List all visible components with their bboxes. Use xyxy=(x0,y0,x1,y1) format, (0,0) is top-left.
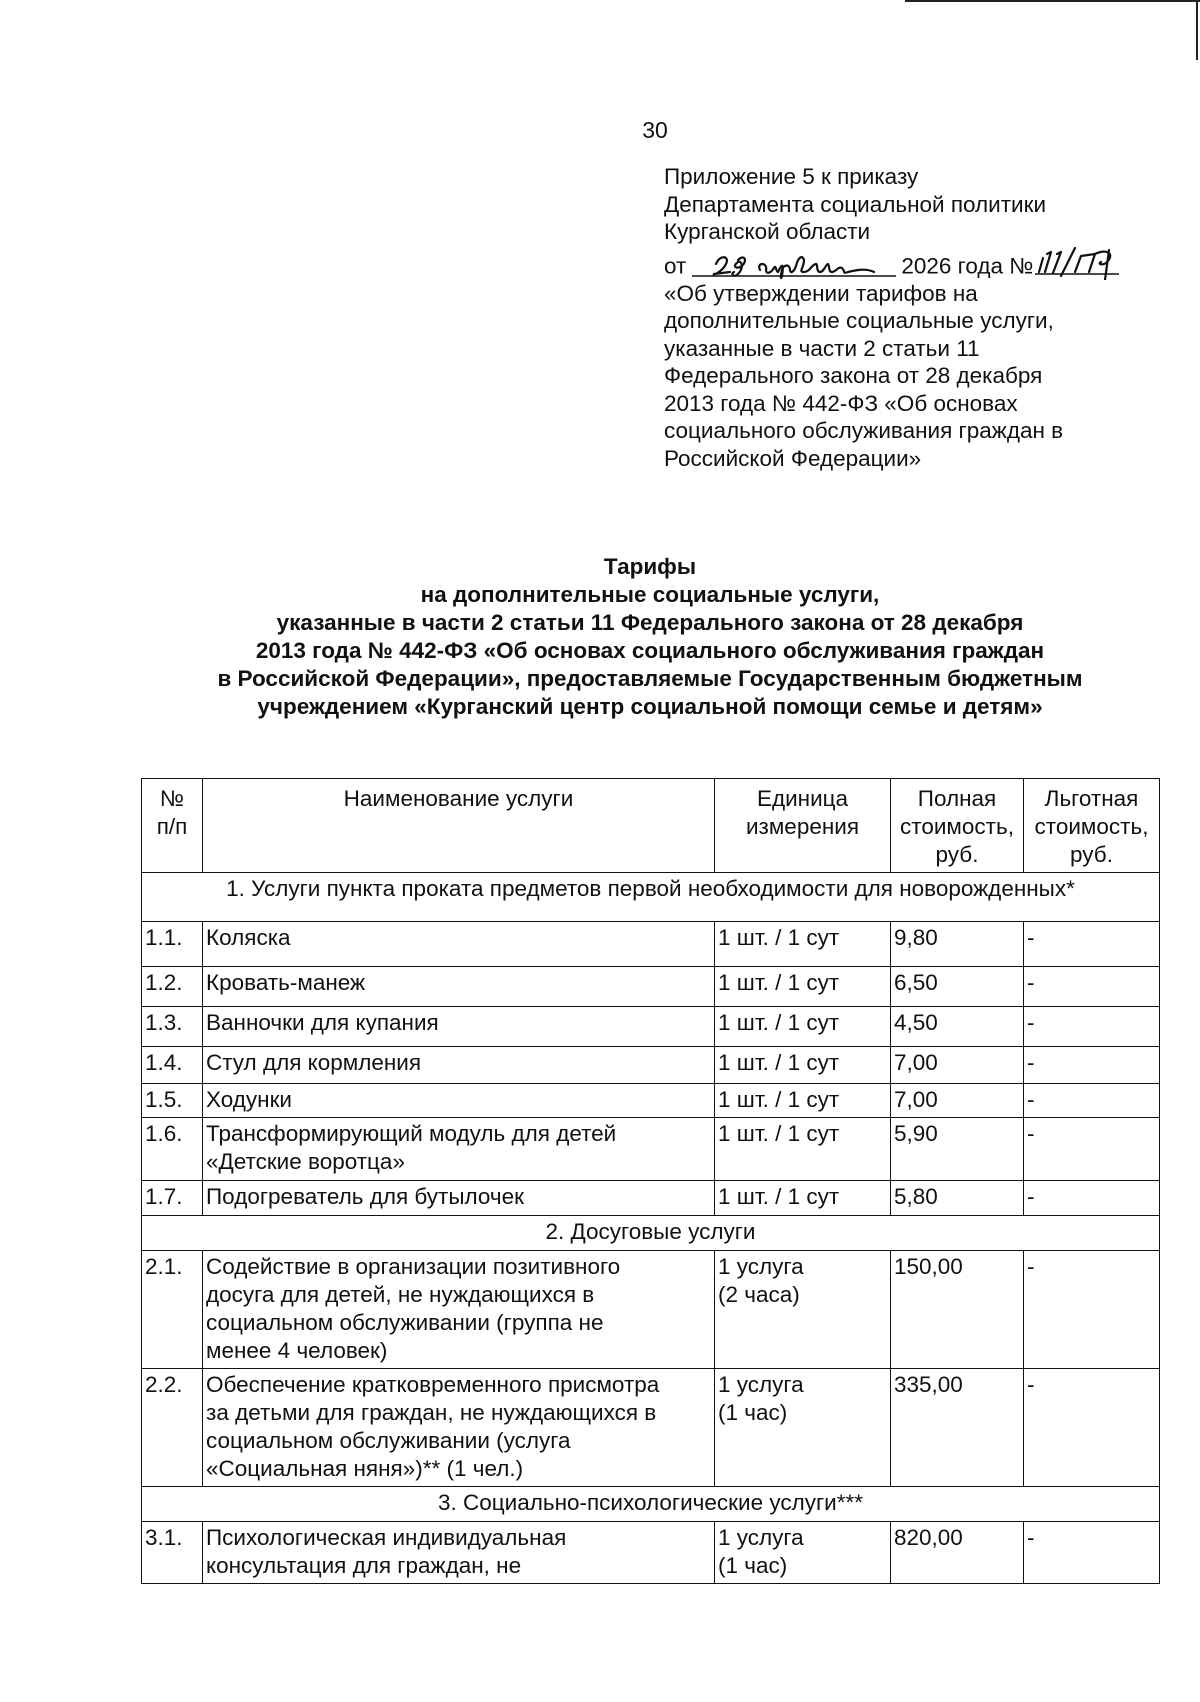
section-row xyxy=(142,1487,1160,1522)
row-num: 2.1. xyxy=(142,1251,203,1369)
table-row xyxy=(142,922,1160,967)
row-name-text: за детьми для граждан, не нуждающихся в xyxy=(206,1400,657,1425)
row-name-text: «Социальная няня»)** (1 чел.) xyxy=(206,1456,524,1481)
approval-line: Приложение 5 к приказу xyxy=(664,164,919,189)
row-num: 1.4. xyxy=(142,1047,203,1084)
row-name-text: Ванночки для купания xyxy=(206,1010,439,1035)
approval-line: Федерального закона от 28 декабря xyxy=(664,363,1043,388)
row-name-text: Содействие в организации позитивного xyxy=(206,1254,621,1279)
row-name-text: Психологическая индивидуальная xyxy=(206,1525,567,1550)
title-line: Тарифы xyxy=(603,554,697,579)
title-line: указанные в части 2 статьи 11 Федерального закона от 28 декабря xyxy=(276,610,1024,635)
section-title: 1. Услуги пункта проката предметов первой необходимости для новорожденных* xyxy=(142,873,1160,922)
row-name xyxy=(203,1118,715,1181)
table-row xyxy=(142,1251,1160,1369)
row-name-text: социальном обслуживании (группа не xyxy=(206,1310,604,1335)
row-name-text: «Детские воротца» xyxy=(206,1149,405,1174)
row-unit-text: 1 услуга xyxy=(718,1372,804,1397)
row-unit-text: (1 час) xyxy=(718,1400,788,1425)
approval-line: дополнительные социальные услуги, xyxy=(664,308,1054,333)
handwritten-date xyxy=(686,250,901,280)
page-number: 30 xyxy=(642,117,668,143)
approval-line: Курганской области xyxy=(664,219,871,244)
date-prefix: от xyxy=(664,253,687,278)
row-name xyxy=(203,967,715,1007)
row-name-text: Кровать-манеж xyxy=(206,970,366,995)
title-line: учреждением «Курганский центр социальной помощи семье и детям» xyxy=(257,694,1043,719)
row-num: 1.2. xyxy=(142,967,203,1007)
table-row xyxy=(142,1007,1160,1047)
header-text: Полная xyxy=(917,786,997,811)
table-row xyxy=(142,967,1160,1007)
row-name-text: Стул для кормления xyxy=(206,1050,422,1075)
table-row xyxy=(142,1047,1160,1084)
header-pref-cost xyxy=(1024,779,1160,873)
row-name-text: Ходунки xyxy=(206,1087,292,1112)
row-name-text: досуга для детей, не нуждающихся в xyxy=(206,1282,595,1307)
row-unit-text: 1 шт. / 1 сут xyxy=(718,925,840,950)
row-unit xyxy=(715,922,891,967)
row-name xyxy=(203,1251,715,1369)
row-num: 2.2. xyxy=(142,1369,203,1487)
row-pref-cost: - xyxy=(1024,1084,1160,1118)
table-row xyxy=(142,1369,1160,1487)
row-name-text: социальном обслуживании (услуга xyxy=(206,1428,571,1453)
row-full-cost: 5,90 xyxy=(891,1118,1024,1181)
table-row xyxy=(142,1522,1160,1584)
header-text: измерения xyxy=(745,814,860,839)
row-unit xyxy=(715,1251,891,1369)
row-num: 3.1. xyxy=(142,1522,203,1584)
row-unit-text: 1 услуга xyxy=(718,1525,804,1550)
row-unit xyxy=(715,1522,891,1584)
row-name xyxy=(203,1047,715,1084)
row-pref-cost: - xyxy=(1024,967,1160,1007)
section-row xyxy=(142,873,1160,922)
row-name xyxy=(203,922,715,967)
handwritten-date-ink xyxy=(686,250,901,280)
row-full-cost: 7,00 xyxy=(891,1084,1024,1118)
row-unit xyxy=(715,1369,891,1487)
row-name-text: Обеспечение кратковременного присмотра xyxy=(206,1372,660,1397)
row-name xyxy=(203,1084,715,1118)
row-unit-text: 1 шт. / 1 сут xyxy=(718,970,840,995)
row-name xyxy=(203,1007,715,1047)
handwritten-number-ink xyxy=(1035,246,1127,280)
approval-line: социального обслуживания граждан в xyxy=(664,418,1064,443)
header-text: руб. xyxy=(1070,842,1113,867)
row-unit xyxy=(715,967,891,1007)
scan-border-top xyxy=(905,0,1200,2)
header-text: Льготная xyxy=(1044,786,1139,811)
approval-block xyxy=(664,163,1184,472)
title-line: на дополнительные социальные услуги, xyxy=(420,582,880,607)
row-name-text: Подогреватель для бутылочек xyxy=(206,1184,524,1209)
row-full-cost: 5,80 xyxy=(891,1181,1024,1216)
row-full-cost: 335,00 xyxy=(891,1369,1024,1487)
row-pref-cost: - xyxy=(1024,1118,1160,1181)
row-pref-cost: - xyxy=(1024,1047,1160,1084)
row-unit-text: (1 час) xyxy=(718,1553,788,1578)
year-text: 2026 года № xyxy=(901,253,1034,278)
row-unit xyxy=(715,1007,891,1047)
row-name-text: Трансформирующий модуль для детей xyxy=(206,1121,617,1146)
row-unit-text: 1 шт. / 1 сут xyxy=(718,1121,840,1146)
row-unit xyxy=(715,1084,891,1118)
header-text: Наименование услуги xyxy=(343,786,574,811)
section-title: 2. Досуговые услуги xyxy=(142,1216,1160,1251)
row-unit-text: 1 шт. / 1 сут xyxy=(718,1010,840,1035)
row-pref-cost: - xyxy=(1024,922,1160,967)
approval-line: указанные в части 2 статьи 11 xyxy=(664,335,980,361)
approval-line: «Об утверждении тарифов на xyxy=(664,280,978,306)
row-pref-cost: - xyxy=(1024,1251,1160,1369)
row-full-cost: 6,50 xyxy=(891,967,1024,1007)
row-name xyxy=(203,1369,715,1487)
row-name-text: консультация для граждан, не xyxy=(206,1553,522,1578)
header-unit xyxy=(715,779,891,873)
handwritten-number xyxy=(1035,246,1127,280)
row-unit xyxy=(715,1118,891,1181)
header-full-cost xyxy=(891,779,1024,873)
header-name xyxy=(203,779,715,873)
row-unit-text: 1 шт. / 1 сут xyxy=(718,1050,840,1075)
row-name xyxy=(203,1181,715,1216)
row-name-text: менее 4 человек) xyxy=(206,1338,388,1363)
approval-line: 2013 года № 442-ФЗ «Об основах xyxy=(664,390,1018,416)
row-unit-text: 1 услуга xyxy=(718,1254,804,1279)
row-pref-cost: - xyxy=(1024,1007,1160,1047)
row-name xyxy=(203,1522,715,1584)
table-row xyxy=(142,1181,1160,1216)
header-text: стоимость, xyxy=(900,814,1014,839)
tariffs-table xyxy=(141,778,1160,1584)
header-text: № xyxy=(159,786,185,811)
row-num: 1.3. xyxy=(142,1007,203,1047)
row-num: 1.6. xyxy=(142,1118,203,1181)
row-pref-cost: - xyxy=(1024,1181,1160,1216)
approval-date-line xyxy=(664,246,1184,280)
row-unit-text: 1 шт. / 1 сут xyxy=(718,1184,840,1209)
row-pref-cost: - xyxy=(1024,1369,1160,1487)
header-num xyxy=(142,779,203,873)
row-unit-text: (2 часа) xyxy=(718,1282,800,1307)
title-line: 2013 года № 442-ФЗ «Об основах социального обслуживания граждан xyxy=(255,638,1045,663)
title-line: в Российской Федерации», предоставляемые Государственным бюджетным xyxy=(217,666,1083,691)
header-text: п/п xyxy=(156,814,188,839)
row-name-text: Коляска xyxy=(206,925,291,950)
row-num: 1.7. xyxy=(142,1181,203,1216)
table-row xyxy=(142,1118,1160,1181)
row-num: 1.5. xyxy=(142,1084,203,1118)
header-text: стоимость, xyxy=(1034,814,1149,839)
table-row xyxy=(142,1084,1160,1118)
section-row xyxy=(142,1216,1160,1251)
header-text: Единица xyxy=(756,786,849,811)
row-unit xyxy=(715,1181,891,1216)
approval-line: Российской Федерации» xyxy=(664,445,922,471)
row-unit-text: 1 шт. / 1 сут xyxy=(718,1087,840,1112)
approval-line: Департамента социальной политики xyxy=(664,191,1047,217)
table-header-row xyxy=(142,779,1160,873)
row-full-cost: 4,50 xyxy=(891,1007,1024,1047)
section-title: 3. Социально-психологические услуги*** xyxy=(142,1487,1160,1522)
row-unit xyxy=(715,1047,891,1084)
row-full-cost: 150,00 xyxy=(891,1251,1024,1369)
header-text: руб. xyxy=(935,842,979,867)
document-title xyxy=(120,553,1180,721)
row-full-cost: 7,00 xyxy=(891,1047,1024,1084)
row-num: 1.1. xyxy=(142,922,203,967)
row-full-cost: 820,00 xyxy=(891,1522,1024,1584)
scan-border-right xyxy=(1196,0,1198,60)
row-pref-cost: - xyxy=(1024,1522,1160,1584)
row-full-cost: 9,80 xyxy=(891,922,1024,967)
